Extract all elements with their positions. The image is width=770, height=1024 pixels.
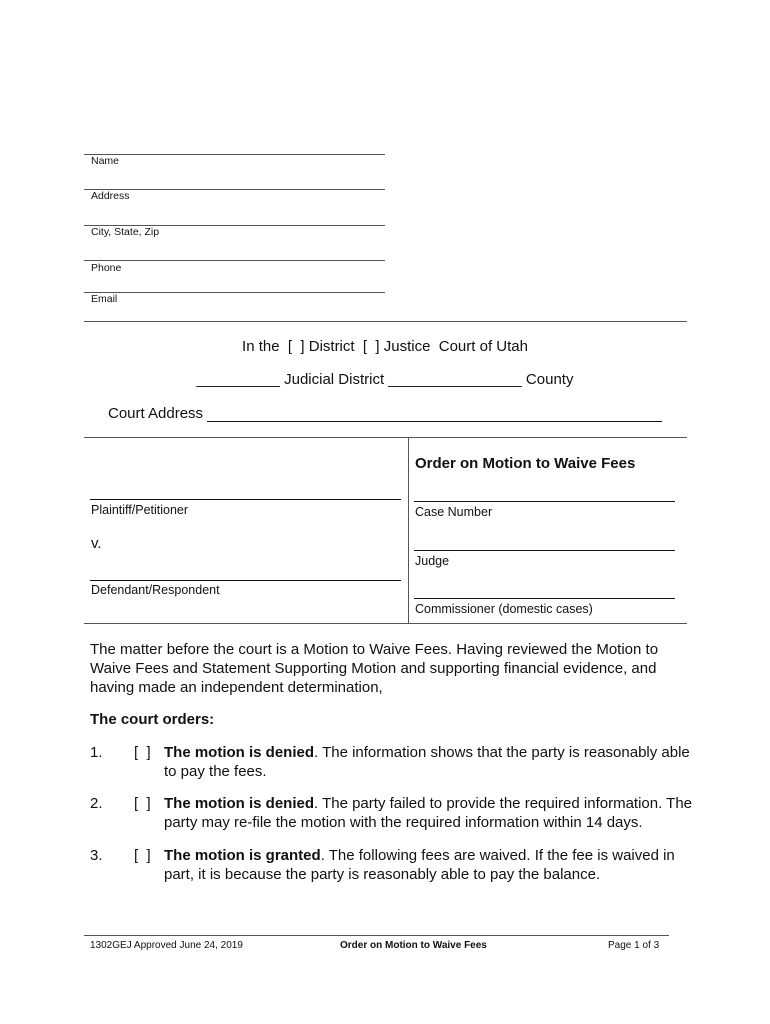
defendant-line[interactable]: [90, 580, 401, 581]
header-divider: [84, 321, 687, 322]
caption-top-divider: [84, 437, 687, 438]
order-item-text: [164, 743, 694, 781]
versus-label: v.: [91, 535, 102, 552]
order-item-bold: The motion is denied: [164, 744, 315, 761]
order-item-text: [164, 846, 694, 884]
order-checkbox[interactable]: [ ]: [134, 795, 151, 812]
email-line[interactable]: [84, 292, 385, 293]
commissioner-label: Commissioner (domestic cases): [415, 602, 593, 616]
order-item-detail: . The party failed to provide the required information. The party may re-file the motion with the required information within 14 days.: [164, 795, 693, 831]
case-number-line[interactable]: [414, 501, 675, 502]
case-number-label: Case Number: [415, 505, 493, 519]
name-line[interactable]: [84, 154, 385, 155]
plaintiff-label: Plaintiff/Petitioner: [91, 503, 189, 517]
order-item-bold: The motion is granted: [164, 847, 321, 864]
footer-page-number: Page 1 of 3: [608, 940, 660, 951]
order-item-detail: . The information shows that the party is reasonably able to pay the fees.: [164, 744, 690, 780]
order-item-number: 1.: [90, 744, 103, 761]
order-item-detail: . The following fees are waived. If the fee is waived in part, it is because the party is reasonably able to pay the balance.: [164, 847, 675, 883]
order-item-number: 2.: [90, 795, 103, 812]
footer-title: Order on Motion to Waive Fees: [340, 940, 487, 951]
city-label: City, State, Zip: [91, 226, 160, 238]
judicial-district-line: __________ Judicial District ________________ County: [196, 371, 574, 388]
orders-heading: The court orders:: [90, 711, 215, 728]
order-item-text: [164, 794, 694, 832]
judge-line[interactable]: [414, 550, 675, 551]
order-checkbox[interactable]: [ ]: [134, 847, 151, 864]
phone-line[interactable]: [84, 260, 385, 261]
order-checkbox[interactable]: [ ]: [134, 744, 151, 761]
court-type-line: In the [ ] District [ ] Justice Court of Utah: [242, 338, 528, 355]
footer-divider: [84, 935, 669, 936]
order-item-bold: The motion is denied: [164, 795, 315, 812]
phone-label: Phone: [91, 262, 122, 274]
email-label: Email: [91, 293, 118, 305]
caption-bottom-divider: [84, 623, 687, 624]
defendant-label: Defendant/Respondent: [91, 583, 220, 597]
commissioner-line[interactable]: [414, 598, 675, 599]
order-item-number: 3.: [90, 847, 103, 864]
caption-vertical-divider: [408, 437, 409, 623]
plaintiff-line[interactable]: [90, 499, 401, 500]
court-address-label: Court Address: [108, 405, 204, 422]
document-title: Order on Motion to Waive Fees: [415, 455, 636, 472]
judge-label: Judge: [415, 554, 450, 568]
court-address-line[interactable]: [207, 421, 662, 422]
footer-form-id: 1302GEJ Approved June 24, 2019: [90, 940, 243, 951]
address-label: Address: [91, 190, 130, 202]
intro-paragraph: The matter before the court is a Motion to Waive Fees. Having reviewed the Motion to Waive Fees and Statement Supporting Motion and supporting financial evidence, and having made an independent determination,: [90, 641, 659, 696]
name-label: Name: [91, 155, 120, 167]
